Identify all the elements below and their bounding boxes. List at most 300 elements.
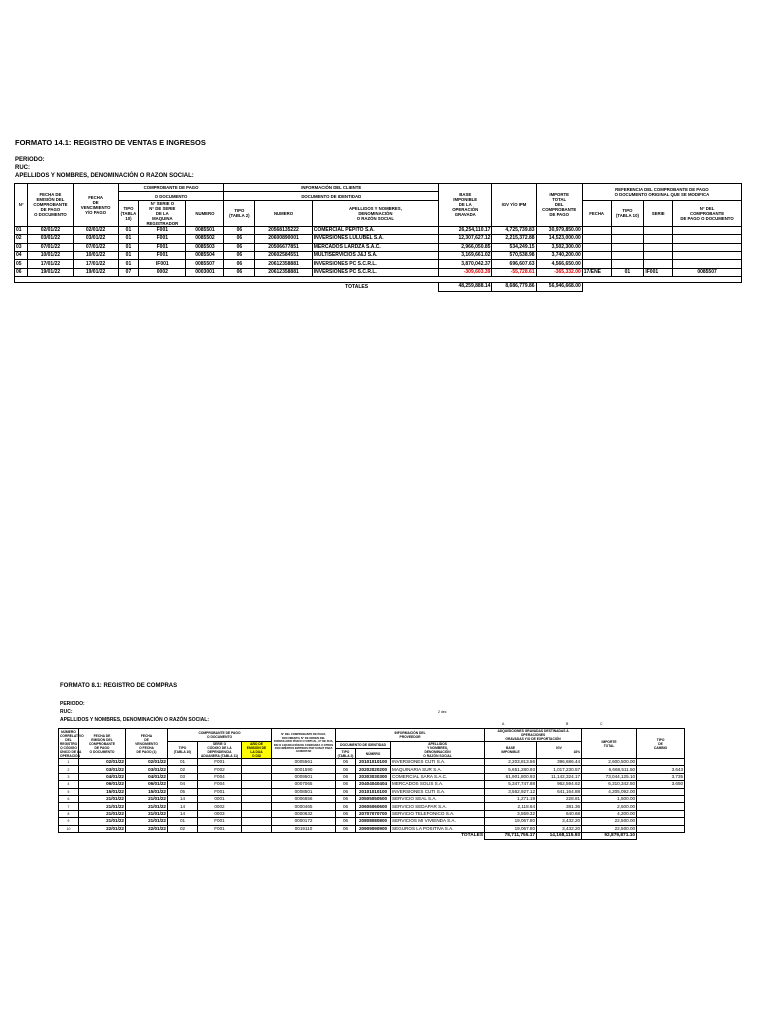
compras-cell-dt: 06 [336, 825, 356, 832]
compras-cell-num: 0007065 [272, 781, 336, 788]
table-row [15, 251, 742, 259]
table-row [15, 268, 742, 276]
ventas-cell-rs [644, 226, 673, 234]
ventas-cell-razon: MULTISERVICIOS J&J S.A. [312, 251, 438, 259]
compras-cell-anio [242, 781, 272, 788]
compras-h-doc-tipo: TIPO (TABLA 2) [336, 749, 356, 759]
compras-cell-anio [242, 825, 272, 832]
ventas-cell-rn [673, 251, 742, 259]
compras-cell-fv: 21/01/22 [126, 818, 168, 825]
ventas-apellidos: APELLIDOS Y NOMBRES, DENOMINACIÓN O RAZON SOCIAL: [15, 173, 194, 179]
compras-cell-razon: INVERSIONES CUTI S.A. [391, 788, 485, 795]
compras-cell-anio [242, 803, 272, 810]
ventas-cell-razon: INVERSIONES LULUBEL S.A. [312, 235, 438, 243]
compras-cell-num: 0001590 [272, 766, 336, 773]
compras-cell-anio [242, 766, 272, 773]
compras-cell-dn: 20101010100 [356, 788, 391, 795]
ventas-cell-num: 0085501 [186, 226, 224, 234]
compras-total-importe: 92,879,871.10 [582, 832, 637, 839]
compras-cell-serie: F004 [198, 781, 242, 788]
compras-cell-tc [637, 810, 685, 817]
compras-cell-anio [242, 788, 272, 795]
compras-cell-dt: 06 [336, 788, 356, 795]
compras-cell-tc: 3.735 [637, 773, 685, 780]
compras-cell-igv: 3,432.20 [537, 818, 582, 825]
ventas-cell-igv: 570,538.98 [492, 251, 536, 259]
compras-cell-fv: 21/01/22 [126, 795, 168, 802]
ventas-cell-dn: 20506677851 [255, 243, 312, 251]
compras-cell-base: 19,067.80 [485, 825, 537, 832]
compras-cell-razon: MAQUINARIA SUR S.A. [391, 766, 485, 773]
ventas-cell-fv: 07/01/22 [73, 243, 118, 251]
ventas-h-ref-num: N° DEL COMPROBANTE DE PAGO O DOCUMENTO [673, 200, 742, 226]
ventas-cell-n: 03 [15, 243, 28, 251]
ventas-h-ref-tipo: TIPO (TABLA 10) [611, 200, 644, 226]
compras-cell-dt: 06 [336, 803, 356, 810]
compras-cell-fv: 03/01/22 [126, 766, 168, 773]
ventas-cell-dn: 20600890001 [255, 235, 312, 243]
compras-cell-fv: 06/01/22 [126, 781, 168, 788]
ventas-cell-dt: 06 [224, 226, 255, 234]
compras-cell-base: 2,203,813.56 [485, 759, 537, 766]
compras-cell-n: 4 [59, 781, 79, 788]
compras-cell-base: 2,118.64 [485, 803, 537, 810]
compras-cell-dt: 06 [336, 766, 356, 773]
ventas-cell-razon: INVERSIONES PC S.C.R.L. [312, 268, 438, 276]
ventas-cell-num: 0085507 [186, 260, 224, 268]
ventas-cell-fv: 10/01/22 [73, 251, 118, 259]
compras-cell-tipo: 02 [168, 766, 198, 773]
compras-cell-n: 3 [59, 773, 79, 780]
compras-cell-razon: INVERSIONES CUTI S.A. [391, 759, 485, 766]
ventas-h-doc-tipo: TIPO (TABLA 2) [224, 200, 255, 226]
compras-h-info-proveedor: INFORMACIÓN DEL PROVEEDOR [336, 729, 485, 742]
compras-cell-igv: 11,142,324.17 [537, 773, 582, 780]
compras-col-letter-b: B [566, 722, 569, 726]
compras-cell-n: 2 [59, 766, 79, 773]
table-row [59, 803, 685, 810]
ventas-cell-rt [611, 260, 644, 268]
compras-h-fecha-venc: FECHA DE VENCIMIENTO O FECHA DE PAGO (1) [126, 729, 168, 759]
compras-cell-fe: 21/01/22 [79, 818, 126, 825]
compras-cell-anio [242, 773, 272, 780]
ventas-cell-rf [582, 260, 611, 268]
compras-cell-anio [242, 810, 272, 817]
ventas-cell-serie: F001 [139, 251, 186, 259]
compras-cell-dn: 20404040404 [356, 781, 391, 788]
compras-cell-fe: 21/01/22 [79, 803, 126, 810]
ventas-cell-rt [611, 251, 644, 259]
compras-h-base: BASE IMPONIBLE [485, 742, 537, 759]
ventas-cell-dn: 20612358881 [255, 260, 312, 268]
compras-cell-tc: 3.650 [637, 781, 685, 788]
ventas-cell-rn [673, 243, 742, 251]
table-row [59, 773, 685, 780]
compras-apellidos: APELLIDOS Y NOMBRES, DENOMINACIÓN O RAZÓN SOCIAL: [60, 717, 209, 723]
compras-h-numero: NÚMERO CORRELATIVO DEL REGISTRO O CÓDIGO ÚNICO DE LA OPERACIÓN [60, 729, 84, 758]
compras-cell-serie: 0001 [198, 795, 242, 802]
ventas-cell-rf [582, 235, 611, 243]
ventas-periodo: PERIODO: [15, 157, 45, 163]
ventas-cell-dt: 06 [224, 260, 255, 268]
compras-ruc: RUC: [60, 709, 73, 715]
compras-cell-razon: SERVICIO SEDAPAR S.A. [391, 803, 485, 810]
compras-cell-tipo: 01 [168, 818, 198, 825]
table-row [59, 825, 685, 832]
ventas-cell-dt: 06 [224, 251, 255, 259]
compras-cell-base: 5,651,280.93 [485, 766, 537, 773]
ventas-cell-razon: MERCADOS LARDZA S.A.C. [312, 243, 438, 251]
compras-cell-dn: 20707070700 [356, 810, 391, 817]
table-row [59, 766, 685, 773]
compras-cell-base: 61,901,800.93 [485, 773, 537, 780]
ventas-cell-tipo: 01 [118, 226, 139, 234]
ventas-cell-dn: 20612358881 [255, 268, 312, 276]
compras-col-letter-c: C [600, 722, 603, 726]
compras-cell-serie: F001 [198, 818, 242, 825]
ventas-cell-razon: COMERCIAL PEPITO S.A. [312, 226, 438, 234]
ventas-cell-serie: F001 [139, 243, 186, 251]
ventas-h-ref-serie: SERIE [644, 200, 673, 226]
ventas-cell-tipo: 07 [118, 268, 139, 276]
compras-cell-serie: F004 [198, 773, 242, 780]
ventas-cell-rn [673, 226, 742, 234]
compras-cell-n: 8 [59, 810, 79, 817]
compras-cell-dt: 06 [336, 773, 356, 780]
ventas-h-doc-numero: NUMERO [255, 200, 312, 226]
ventas-cell-rf [582, 243, 611, 251]
compras-h-tipo-cambio: TIPO DE CAMBIO [637, 729, 685, 759]
compras-cell-dn: 20808080800 [356, 818, 391, 825]
compras-cell-fe: 03/01/22 [79, 766, 126, 773]
ventas-cell-dn: 20568135222 [255, 226, 312, 234]
ventas-cell-rf [582, 251, 611, 259]
ventas-h-tipo: TIPO (TABLA 10) [118, 200, 139, 226]
ventas-cell-num: 0085504 [186, 251, 224, 259]
compras-cell-razon: MERCADOS SOLIS S.A. [391, 781, 485, 788]
ventas-cell-fv: 02/01/22 [73, 226, 118, 234]
table-row [15, 235, 742, 243]
compras-cell-igv: 1,017,230.57 [537, 766, 582, 773]
compras-cell-base: 5,347,747.88 [485, 781, 537, 788]
ventas-cell-n: 01 [15, 226, 28, 234]
compras-cell-fe: 06/01/22 [79, 781, 126, 788]
compras-cell-dt: 06 [336, 795, 356, 802]
ventas-cell-rn [673, 235, 742, 243]
ventas-cell-total: 3,740,200.00 [536, 251, 582, 259]
compras-cell-tipo: 05 [168, 788, 198, 795]
ventas-meta [15, 156, 194, 180]
compras-small-note: 2 dec [438, 710, 447, 714]
compras-cell-base: 3,559.32 [485, 810, 537, 817]
compras-cell-fv: 15/01/22 [126, 788, 168, 795]
ventas-cell-rt [611, 235, 644, 243]
compras-h-adquisiciones: ADQUISICIONES GRAVADAS DESTINADAS A OPERACIONES GRAVADAS Y/O DE EXPORTACIÓN [485, 729, 582, 742]
compras-cell-fe: 15/01/22 [79, 788, 126, 795]
compras-total-igv: 14,168,115.93 [537, 832, 582, 839]
compras-cell-fe: 21/01/22 [79, 795, 126, 802]
ventas-cell-razon: INVERSIONES PC S.C.R.L. [312, 260, 438, 268]
ventas-cell-base: 26,254,110.17 [439, 226, 492, 234]
compras-cell-serie: F001 [198, 825, 242, 832]
ventas-h-doc-identidad: DOCUMENTO DE IDENTIDAD [224, 192, 439, 200]
compras-h-tipo: TIPO (TABLA 10) [168, 742, 198, 759]
ventas-cell-rs [644, 243, 673, 251]
ventas-cell-fe: 07/01/22 [28, 243, 73, 251]
compras-cell-tipo: 14 [168, 810, 198, 817]
compras-cell-total: 6,668,511.50 [582, 766, 637, 773]
compras-cell-dn: 20101010100 [356, 759, 391, 766]
ventas-cell-igv: 534,249.15 [492, 243, 536, 251]
ventas-h-apellidos: APELLIDOS Y NOMBRES, DENOMINACIÓN O RAZÓN SOCIAL [312, 200, 438, 226]
ventas-cell-n: 06 [15, 268, 28, 276]
ventas-cell-rs [644, 251, 673, 259]
ventas-cell-num: 0085502 [186, 235, 224, 243]
compras-col-letter-a: A [502, 722, 505, 726]
compras-cell-serie: 0003 [198, 810, 242, 817]
ventas-cell-base: 2,966,050.85 [439, 243, 492, 251]
compras-cell-n: 1 [59, 759, 79, 766]
ventas-cell-serie: F001 [139, 235, 186, 243]
ventas-cell-rn [673, 260, 742, 268]
compras-totales-empty [637, 832, 685, 839]
compras-cell-dt: 06 [336, 781, 356, 788]
compras-cell-igv: 641,164.88 [537, 788, 582, 795]
compras-cell-tipo: 03 [168, 773, 198, 780]
ventas-cell-n: 05 [15, 260, 28, 268]
ventas-cell-fv: 19/01/22 [73, 268, 118, 276]
table-row [59, 759, 685, 766]
table-row [59, 788, 685, 795]
compras-cell-fe: 02/01/22 [79, 759, 126, 766]
table-row [59, 781, 685, 788]
compras-cell-num: 0000465 [272, 803, 336, 810]
compras-cell-dn: 20505050500 [356, 795, 391, 802]
ventas-h-base: BASE IMPONIBLE DE LA OPERACIÓN GRAVADA [439, 184, 492, 227]
compras-cell-anio [242, 759, 272, 766]
compras-cell-dn: 20909090900 [356, 825, 391, 832]
compras-meta [60, 700, 209, 724]
ventas-cell-total: 30,979,850.00 [536, 226, 582, 234]
ventas-cell-tipo: 01 [118, 260, 139, 268]
compras-cell-fv: 04/01/22 [126, 773, 168, 780]
ventas-cell-tipo: 01 [118, 251, 139, 259]
compras-h-importe: IMPORTE TOTAL [582, 729, 637, 759]
compras-cell-fv: 21/01/22 [126, 803, 168, 810]
compras-cell-total: 22,500.00 [582, 818, 637, 825]
ventas-cell-num: 0085503 [186, 243, 224, 251]
compras-cell-serie: F001 [198, 759, 242, 766]
ventas-totales-empty [582, 283, 741, 291]
ventas-cell-fv: 17/01/22 [73, 260, 118, 268]
compras-cell-razon: COMERCIAL SARA S.A.C. [391, 773, 485, 780]
compras-cell-total: 73,044,125.10 [582, 773, 637, 780]
compras-cell-dt: 06 [336, 810, 356, 817]
ventas-h-o-documento: O DOCUMENTO [118, 192, 224, 200]
compras-h-fecha-emision: FECHA DE EMISIÓN DEL COMPROBANTE DE PAGO O DOCUMENTO [79, 729, 126, 759]
ventas-cell-dt: 06 [224, 235, 255, 243]
compras-totales-label: TOTALES [461, 833, 484, 839]
compras-cell-igv: 640.68 [537, 810, 582, 817]
compras-cell-num: 0000172 [272, 818, 336, 825]
ventas-cell-total: 4,566,650.00 [536, 260, 582, 268]
ventas-cell-rn: 0085507 [673, 268, 742, 276]
table-row [15, 226, 742, 234]
ventas-cell-base: -309,603.39 [439, 268, 492, 276]
ventas-cell-dt: 06 [224, 268, 255, 276]
compras-cell-igv: 228.81 [537, 795, 582, 802]
compras-cell-n: 9 [59, 818, 79, 825]
ventas-cell-igv: -55,728.61 [492, 268, 536, 276]
compras-cell-fv: 02/01/22 [126, 759, 168, 766]
compras-h-serie: SERIE O CÓDIGO DE LA DEPENDENCIA ADUANERA (TABLA 11) [198, 742, 242, 759]
ventas-cell-fv: 03/01/22 [73, 235, 118, 243]
compras-cell-dt: 06 [336, 759, 356, 766]
ventas-cell-n: 02 [15, 235, 28, 243]
compras-cell-dn: 20303030300 [356, 773, 391, 780]
compras-cell-total: 2,500.00 [582, 803, 637, 810]
table-row [59, 810, 685, 817]
compras-cell-n: 7 [59, 803, 79, 810]
ventas-cell-rs: IF001 [644, 268, 673, 276]
ventas-h-igv: IGV Y/O IPM [492, 184, 536, 227]
ventas-cell-fe: 02/01/22 [28, 226, 73, 234]
ventas-cell-tipo: 01 [118, 235, 139, 243]
compras-cell-n: 6 [59, 795, 79, 802]
ventas-cell-rs [644, 235, 673, 243]
ventas-cell-fe: 17/01/22 [28, 260, 73, 268]
ventas-cell-fe: 03/01/22 [28, 235, 73, 243]
compras-h-igv: IGV 18% [537, 742, 582, 759]
ventas-totales-label: TOTALES [345, 283, 369, 290]
ventas-h-fecha-venc: FECHA DE VENCIMIENTO Y/O PAGO [73, 184, 118, 227]
compras-cell-fe: 22/01/22 [79, 825, 126, 832]
compras-cell-igv: 381.36 [537, 803, 582, 810]
compras-cell-razon: SERVICIO SEAL S.A. [391, 795, 485, 802]
compras-cell-tc [637, 795, 685, 802]
ventas-ruc: RUC: [15, 165, 30, 171]
ventas-h-importe: IMPORTE TOTAL DEL COMPROBANTE DE PAGO [536, 184, 582, 227]
ventas-cell-rt [611, 243, 644, 251]
compras-cell-num: 0019110 [272, 825, 336, 832]
ventas-cell-fe: 19/01/22 [28, 268, 73, 276]
compras-cell-dn: 20606060600 [356, 803, 391, 810]
compras-cell-tipo: 01 [168, 759, 198, 766]
table-row [59, 795, 685, 802]
ventas-cell-base: 3,169,661.02 [439, 251, 492, 259]
ventas-title: FORMATO 14.1: REGISTRO DE VENTAS E INGRESOS [15, 138, 206, 147]
compras-cell-tc [637, 759, 685, 766]
compras-cell-num: 0005561 [272, 759, 336, 766]
compras-cell-igv: 396,686.44 [537, 759, 582, 766]
ventas-total-importe: 56,946,668.00 [536, 283, 582, 291]
ventas-h-fecha-emision: FECHA DE EMISIÓN DEL COMPROBANTE DE PAGO O DOCUMENTO [28, 184, 73, 227]
compras-cell-serie: 0002 [198, 803, 242, 810]
ventas-cell-total: 3,502,300.00 [536, 243, 582, 251]
ventas-h-info-cliente: INFORMACIÓN DEL CLIENTE [224, 184, 439, 192]
table-row [15, 243, 742, 251]
compras-cell-fv: 22/01/22 [126, 825, 168, 832]
ventas-cell-total: 14,523,000.00 [536, 235, 582, 243]
ventas-cell-dn: 20602584551 [255, 251, 312, 259]
ventas-cell-igv: 2,215,372.88 [492, 235, 536, 243]
compras-cell-base: 19,067.80 [485, 818, 537, 825]
ventas-cell-igv: 696,607.63 [492, 260, 536, 268]
compras-periodo: PERIODO: [60, 701, 85, 707]
ventas-cell-rf: 17/ENE [582, 268, 611, 276]
ventas-cell-base: 12,307,627.12 [439, 235, 492, 243]
compras-cell-tc: 3.643 [637, 766, 685, 773]
table-row [15, 260, 742, 268]
ventas-cell-serie: F001 [139, 226, 186, 234]
compras-cell-tipo: 04 [168, 781, 198, 788]
compras-cell-num: 0006656 [272, 795, 336, 802]
ventas-h-serie: N° SERIE O N° DE SERIE DE LA MAQUINA REGISTRADOR [139, 200, 186, 226]
ventas-cell-rf [582, 226, 611, 234]
compras-cell-serie: F002 [198, 766, 242, 773]
ventas-h-numero: NUMERO [186, 200, 224, 226]
compras-cell-tc [637, 788, 685, 795]
compras-cell-tipo: 14 [168, 795, 198, 802]
ventas-cell-rt: 01 [611, 268, 644, 276]
compras-cell-base: 3,562,927.12 [485, 788, 537, 795]
ventas-cell-rs [644, 260, 673, 268]
compras-h-comprobante: COMPROBANTE DE PAGO O DOCUMENTO [168, 729, 272, 742]
ventas-total-base: 48,259,888.14 [439, 283, 492, 291]
compras-cell-base: 1,271.19 [485, 795, 537, 802]
compras-cell-fv: 21/01/22 [126, 810, 168, 817]
compras-h-apellidos: APELLIDOS Y NOMBRES, DENOMINACIÓN O RAZÓN SOCIAL [391, 742, 485, 759]
ventas-cell-igv: 4,725,739.83 [492, 226, 536, 234]
compras-cell-fe: 04/01/22 [79, 773, 126, 780]
ventas-cell-tipo: 01 [118, 243, 139, 251]
compras-h-doc-identidad: DOCUMENTO DE IDENTIDAD [336, 742, 391, 749]
compras-h-num-comp: N° DEL COMPROBANTE DE PAGO, DOCUMENTO, N° DE ORDEN DEL FORMULARIO FÍSICO O VIRTUAL, N° DE DUA, DSI O LIQUIDACIÓN DE COBRANZA U OTROS DOCUMENTOS EMITIDOS POR SUNAT PARA ACREDITAR [272, 729, 336, 759]
compras-cell-igv: 3,432.20 [537, 825, 582, 832]
table-row [59, 818, 685, 825]
compras-cell-razon: SERVICIO TELEFONICO S.A. [391, 810, 485, 817]
compras-cell-total: 4,205,092.00 [582, 788, 637, 795]
compras-cell-num: 0008501 [272, 788, 336, 795]
ventas-cell-fe: 10/01/22 [28, 251, 73, 259]
compras-cell-num: 0009501 [272, 773, 336, 780]
compras-cell-razon: SEGUROS LA POSITIVA S.A. [391, 825, 485, 832]
compras-cell-n: 5 [59, 788, 79, 795]
compras-cell-num: 0000632 [272, 810, 336, 817]
ventas-h-n: N° [15, 184, 28, 227]
ventas-cell-n: 04 [15, 251, 28, 259]
compras-cell-n: 10 [59, 825, 79, 832]
ventas-h-ref-fecha: FECHA [582, 200, 611, 226]
compras-cell-total: 22,500.00 [582, 825, 637, 832]
compras-cell-tipo: 02 [168, 825, 198, 832]
ventas-cell-serie: IF001 [139, 260, 186, 268]
compras-cell-tc [637, 825, 685, 832]
compras-cell-total: 1,500.00 [582, 795, 637, 802]
ventas-cell-total: -365,332.00 [536, 268, 582, 276]
ventas-total-igv: 8,686,779.86 [492, 283, 536, 291]
compras-cell-total: 4,200.00 [582, 810, 637, 817]
compras-cell-tc [637, 818, 685, 825]
compras-cell-fe: 21/01/22 [79, 810, 126, 817]
compras-cell-dn: 20202020200 [356, 766, 391, 773]
compras-cell-tipo: 14 [168, 803, 198, 810]
ventas-table [14, 183, 742, 292]
ventas-cell-dt: 06 [224, 243, 255, 251]
compras-cell-total: 6,310,342.50 [582, 781, 637, 788]
compras-total-base: 78,711,755.17 [485, 832, 537, 839]
compras-title: FORMATO 8.1: REGISTRO DE COMPRAS [60, 683, 178, 689]
